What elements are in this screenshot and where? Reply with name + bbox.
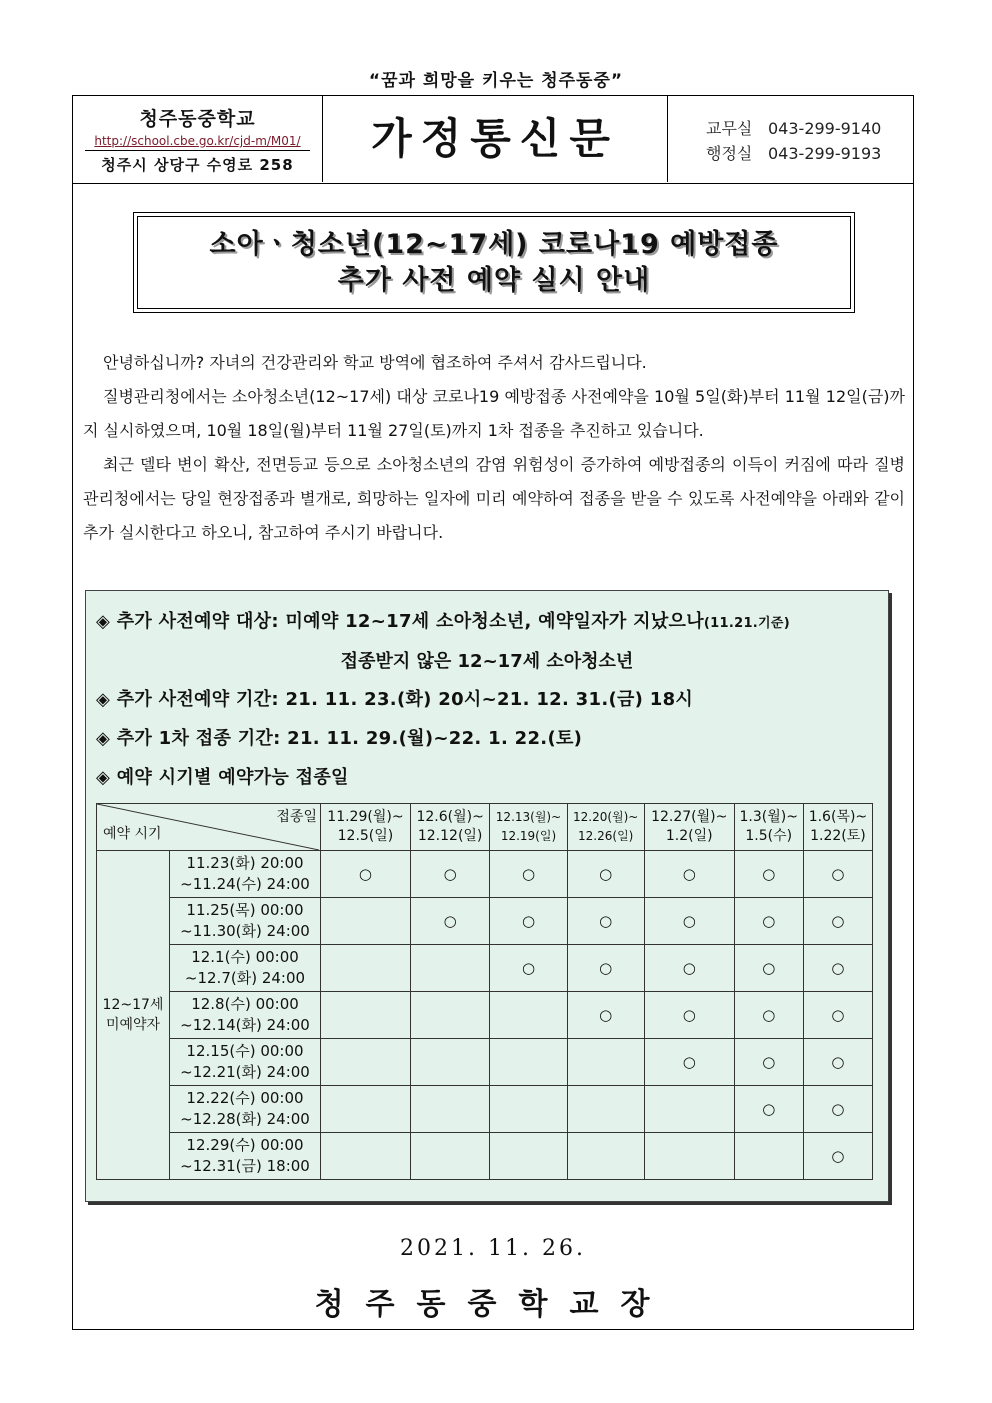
available-mark: ○ bbox=[803, 1039, 872, 1086]
available-mark: ○ bbox=[803, 1086, 872, 1133]
issue-date: 2021. 11. 26. bbox=[400, 1236, 586, 1261]
info-box bbox=[85, 590, 889, 1202]
column-header-end: 12.26(일) bbox=[578, 829, 634, 843]
reservation-period bbox=[170, 898, 321, 945]
column-header-start: 1.3(월)~ bbox=[739, 809, 798, 825]
school-info bbox=[73, 96, 323, 182]
empty-cell bbox=[321, 945, 411, 992]
available-mark: ○ bbox=[803, 992, 872, 1039]
column-header-start: 12.20(월)~ bbox=[573, 810, 639, 824]
newsletter-title: 가정통신문 bbox=[371, 114, 619, 163]
diamond-bullet-icon: ◈ bbox=[96, 689, 111, 710]
empty-cell bbox=[567, 1133, 644, 1180]
empty-cell bbox=[410, 1039, 490, 1086]
empty-cell bbox=[567, 1039, 644, 1086]
target-label: 추가 사전예약 대상: bbox=[116, 611, 279, 632]
body-text bbox=[83, 346, 905, 550]
available-mark: ○ bbox=[644, 992, 734, 1039]
table-row bbox=[97, 851, 873, 898]
newsletter-title-cell bbox=[323, 96, 668, 182]
signer: 청주동중학교장 bbox=[314, 1287, 672, 1322]
target-text: 미예약 12~17세 소아청소년, 예약일자가 지났으나 bbox=[285, 611, 704, 632]
title-line-1: 소아ㆍ청소년(12~17세) 코로나19 예방접종 bbox=[209, 229, 779, 260]
column-header-start: 12.6(월)~ bbox=[416, 809, 484, 825]
empty-cell bbox=[490, 992, 567, 1039]
phone-info bbox=[668, 96, 913, 182]
dose-label: 추가 1차 접종 기간: bbox=[116, 728, 281, 749]
available-mark: ○ bbox=[803, 945, 872, 992]
column-header-end: 1.2(일) bbox=[665, 828, 713, 844]
period-to: ~11.30(화) 24:00 bbox=[180, 922, 310, 940]
period-to: ~11.24(수) 24:00 bbox=[180, 875, 310, 893]
column-header-start: 12.13(월)~ bbox=[495, 810, 562, 824]
target-continued: 접종받지 않은 12~17세 소아청소년 bbox=[340, 651, 634, 672]
reservation-period bbox=[170, 1039, 321, 1086]
period-text: 21. 11. 23.(화) 20시~21. 12. 31.(금) 18시 bbox=[285, 689, 694, 710]
empty-cell bbox=[410, 1086, 490, 1133]
title-box bbox=[133, 212, 855, 313]
column-header-start: 1.6(목)~ bbox=[808, 809, 868, 825]
empty-cell bbox=[410, 992, 490, 1039]
phone-number: 043-299-9140 bbox=[768, 119, 882, 138]
table-row bbox=[97, 1039, 873, 1086]
period-from: 11.25(목) 00:00 bbox=[186, 901, 304, 919]
available-mark: ○ bbox=[734, 898, 803, 945]
paragraph: 최근 델타 변이 확산, 전면등교 등으로 소아청소년의 감염 위험성이 증가하여 예방접종의 이득이 커짐에 따라 질병관리청에서는 당일 현장접종과 별개로, 희망하는 일자에 미리 예약하여 접종을 받을 수 있도록 사전예약을 아래와 같이 추가 실시한다고 하오니, 참고하여 주시기 바랍니다. bbox=[83, 455, 905, 542]
column-header bbox=[321, 804, 411, 851]
phone-label: 행정실 bbox=[706, 144, 753, 163]
available-mark: ○ bbox=[410, 898, 490, 945]
column-header-end: 12.5(일) bbox=[337, 828, 394, 844]
reservation-period bbox=[170, 851, 321, 898]
diamond-bullet-icon: ◈ bbox=[96, 728, 111, 749]
table-row bbox=[97, 992, 873, 1039]
info-dose bbox=[96, 724, 582, 750]
phone-line bbox=[706, 116, 881, 139]
period-to: ~12.14(화) 24:00 bbox=[180, 1016, 310, 1034]
schedule-table bbox=[96, 803, 873, 1180]
column-header-end: 1.22(토) bbox=[810, 828, 866, 844]
group-label: 12~17세 미예약자 bbox=[97, 851, 170, 1180]
period-to: ~12.31(금) 18:00 bbox=[180, 1157, 310, 1175]
slogan: “꿈과 희망을 키우는 청주동중” bbox=[368, 71, 624, 91]
table-row bbox=[97, 898, 873, 945]
phone-label: 교무실 bbox=[706, 119, 753, 138]
school-address: 청주시 상당구 수영로 258 bbox=[101, 156, 294, 174]
column-header-end: 1.5(수) bbox=[745, 828, 793, 844]
empty-cell bbox=[644, 1133, 734, 1180]
available-mark: ○ bbox=[321, 851, 411, 898]
info-target bbox=[96, 607, 790, 633]
column-header bbox=[734, 804, 803, 851]
period-to: ~12.7(화) 24:00 bbox=[184, 969, 306, 987]
empty-cell bbox=[490, 1133, 567, 1180]
period-from: 12.15(수) 00:00 bbox=[186, 1042, 304, 1060]
corner-bottom-label: 예약 시기 bbox=[103, 826, 162, 842]
available-mark: ○ bbox=[644, 1039, 734, 1086]
dose-text: 21. 11. 29.(월)~22. 1. 22.(토) bbox=[287, 728, 583, 749]
title-box-inner bbox=[137, 216, 851, 309]
period-from: 11.23(화) 20:00 bbox=[186, 854, 304, 872]
available-mark: ○ bbox=[734, 1086, 803, 1133]
column-header-end: 12.12(일) bbox=[417, 828, 483, 844]
available-mark: ○ bbox=[734, 1039, 803, 1086]
column-header bbox=[567, 804, 644, 851]
empty-cell bbox=[490, 1086, 567, 1133]
column-header bbox=[803, 804, 872, 851]
table-row bbox=[97, 945, 873, 992]
diamond-bullet-icon: ◈ bbox=[96, 767, 111, 788]
period-from: 12.8(수) 00:00 bbox=[191, 995, 299, 1013]
column-header bbox=[644, 804, 734, 851]
available-mark: ○ bbox=[644, 945, 734, 992]
available-mark: ○ bbox=[644, 851, 734, 898]
available-mark: ○ bbox=[490, 898, 567, 945]
period-from: 12.29(수) 00:00 bbox=[186, 1136, 304, 1154]
available-mark: ○ bbox=[803, 1133, 872, 1180]
empty-cell bbox=[734, 1133, 803, 1180]
empty-cell bbox=[321, 1039, 411, 1086]
empty-cell bbox=[410, 945, 490, 992]
newsletter-frame bbox=[72, 95, 914, 1330]
empty-cell bbox=[321, 992, 411, 1039]
period-from: 12.1(수) 00:00 bbox=[191, 948, 299, 966]
reservation-period bbox=[170, 945, 321, 992]
info-table-label bbox=[96, 763, 349, 789]
available-mark: ○ bbox=[567, 898, 644, 945]
empty-cell bbox=[644, 1086, 734, 1133]
schedule-header-row bbox=[97, 804, 873, 851]
available-mark: ○ bbox=[734, 992, 803, 1039]
paragraph: 안녕하십니까? 자녀의 건강관리와 학교 방역에 협조하여 주셔서 감사드립니다. bbox=[103, 353, 647, 372]
header bbox=[73, 96, 913, 184]
column-header-end: 12.19(일) bbox=[500, 829, 557, 843]
school-url-link[interactable]: http://school.cbe.go.kr/cjd-m/M01/ bbox=[85, 134, 310, 151]
table-row bbox=[97, 1133, 873, 1180]
paragraph: 질병관리청에서는 소아청소년(12~17세) 대상 코로나19 예방접종 사전예약을 10월 5일(화)부터 11월 12일(금)까지 실시하였으며, 10월 18일(월)부터 11월 27일(토)까지 1차 접종을 추진하고 있습니다. bbox=[83, 387, 905, 440]
phone-line bbox=[706, 141, 881, 164]
table-row bbox=[97, 1086, 873, 1133]
available-mark: ○ bbox=[803, 851, 872, 898]
available-mark: ○ bbox=[410, 851, 490, 898]
period-label: 추가 사전예약 기간: bbox=[116, 689, 279, 710]
empty-cell bbox=[567, 1086, 644, 1133]
available-mark: ○ bbox=[567, 851, 644, 898]
column-header bbox=[490, 804, 567, 851]
table-label: 예약 시기별 예약가능 접종일 bbox=[116, 767, 349, 788]
available-mark: ○ bbox=[734, 851, 803, 898]
corner-top-label: 접종일 bbox=[276, 809, 317, 825]
target-note: (11.21.기준) bbox=[703, 616, 790, 631]
phone-number: 043-299-9193 bbox=[768, 144, 882, 163]
column-header-start: 12.27(월)~ bbox=[651, 809, 728, 825]
column-header bbox=[410, 804, 490, 851]
empty-cell bbox=[321, 898, 411, 945]
available-mark: ○ bbox=[567, 945, 644, 992]
available-mark: ○ bbox=[490, 851, 567, 898]
empty-cell bbox=[321, 1133, 411, 1180]
info-period bbox=[96, 685, 693, 711]
title-line-2: 추가 사전 예약 실시 안내 bbox=[337, 265, 651, 296]
available-mark: ○ bbox=[644, 898, 734, 945]
period-from: 12.22(수) 00:00 bbox=[186, 1089, 304, 1107]
empty-cell bbox=[321, 1086, 411, 1133]
period-to: ~12.21(화) 24:00 bbox=[180, 1063, 310, 1081]
empty-cell bbox=[490, 1039, 567, 1086]
reservation-period bbox=[170, 1086, 321, 1133]
reservation-period bbox=[170, 992, 321, 1039]
available-mark: ○ bbox=[734, 945, 803, 992]
diamond-bullet-icon: ◈ bbox=[96, 611, 111, 632]
corner-cell bbox=[97, 804, 321, 851]
available-mark: ○ bbox=[803, 898, 872, 945]
available-mark: ○ bbox=[567, 992, 644, 1039]
reservation-period bbox=[170, 1133, 321, 1180]
period-to: ~12.28(화) 24:00 bbox=[180, 1110, 310, 1128]
available-mark: ○ bbox=[490, 945, 567, 992]
column-header-start: 11.29(월)~ bbox=[327, 809, 404, 825]
school-name: 청주동중학교 bbox=[139, 108, 256, 130]
empty-cell bbox=[410, 1133, 490, 1180]
